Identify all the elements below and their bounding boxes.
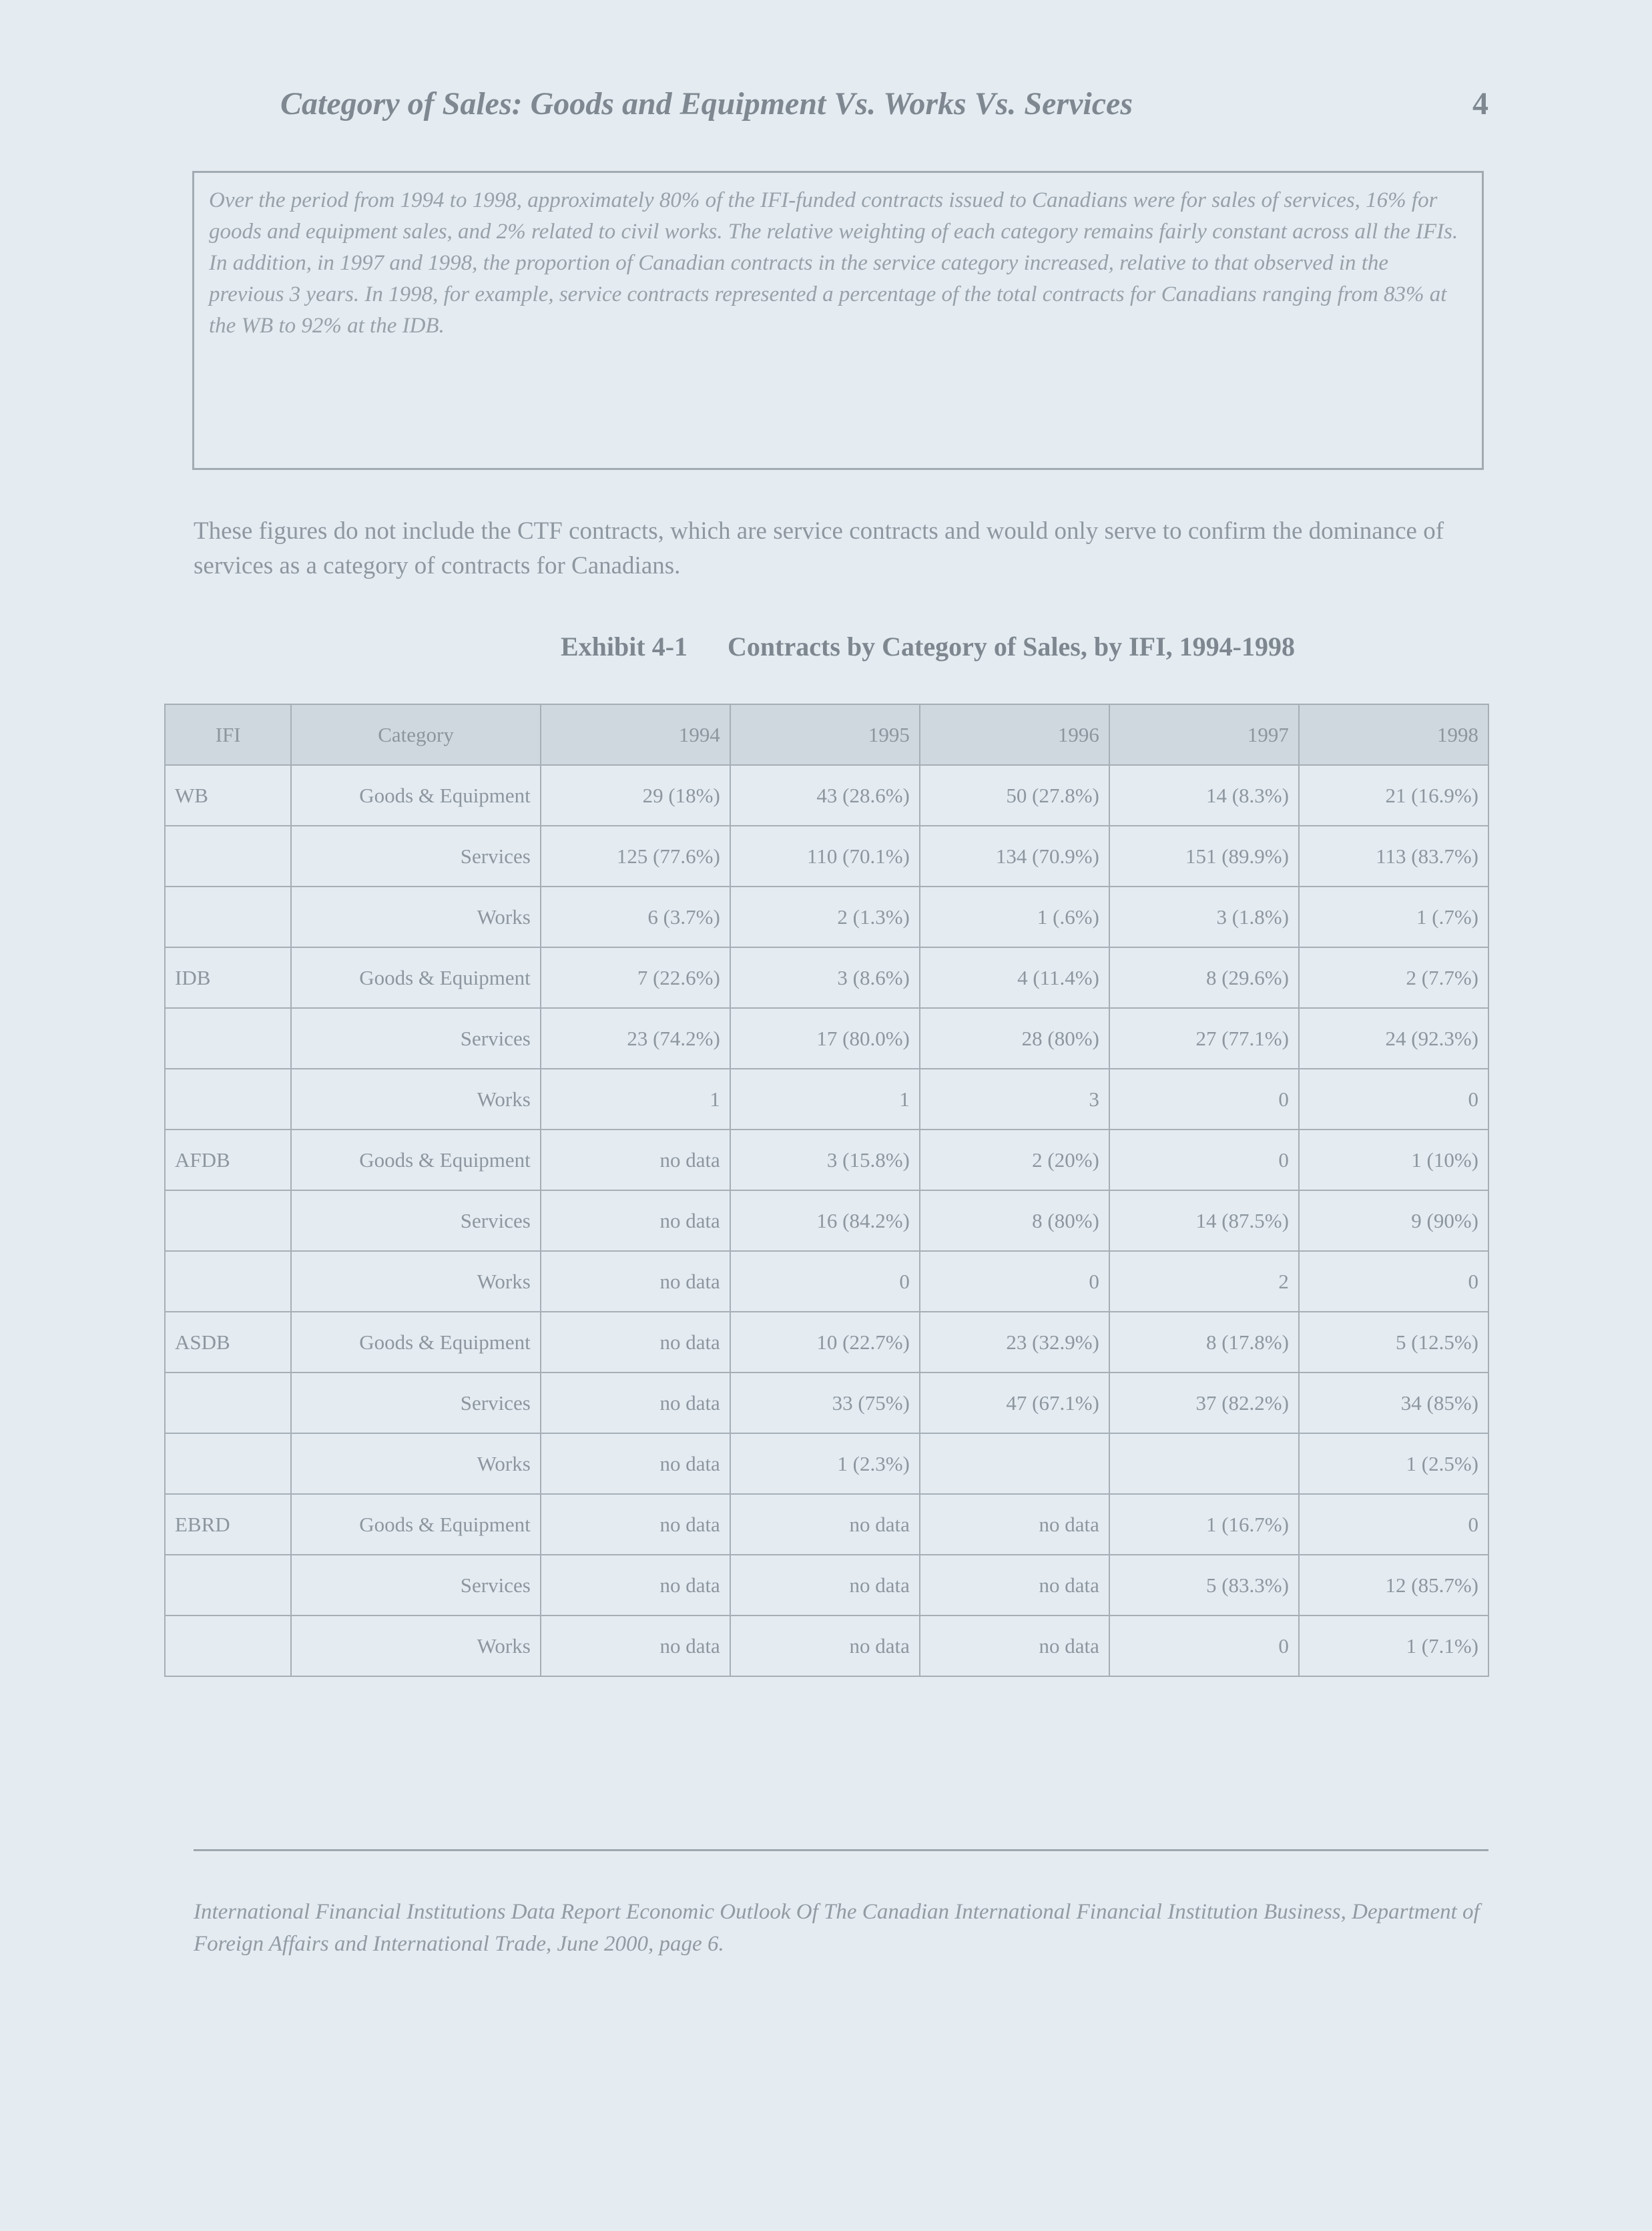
value-cell: 1 (.6%) bbox=[920, 887, 1109, 947]
value-cell: 34 (85%) bbox=[1299, 1373, 1488, 1433]
ifi-cell bbox=[165, 1069, 291, 1130]
ifi-cell bbox=[165, 887, 291, 947]
column-header: 1995 bbox=[730, 704, 920, 765]
table-row bbox=[165, 1494, 1488, 1555]
column-header: 1998 bbox=[1299, 704, 1488, 765]
value-cell bbox=[920, 1433, 1109, 1494]
value-cell: no data bbox=[541, 1130, 730, 1190]
value-cell: 7 (22.6%) bbox=[541, 947, 730, 1008]
value-cell: 0 bbox=[1109, 1069, 1299, 1130]
table-row bbox=[165, 1251, 1488, 1312]
section-heading bbox=[280, 85, 1488, 122]
value-cell: 2 (20%) bbox=[920, 1130, 1109, 1190]
value-cell: 16 (84.2%) bbox=[730, 1190, 920, 1251]
table-row bbox=[165, 765, 1488, 826]
value-cell: 43 (28.6%) bbox=[730, 765, 920, 826]
table-row bbox=[165, 1312, 1488, 1373]
value-cell: 3 (8.6%) bbox=[730, 947, 920, 1008]
value-cell: 37 (82.2%) bbox=[1109, 1373, 1299, 1433]
value-cell: 21 (16.9%) bbox=[1299, 765, 1488, 826]
value-cell: 8 (29.6%) bbox=[1109, 947, 1299, 1008]
value-cell: 1 (7.1%) bbox=[1299, 1616, 1488, 1676]
value-cell: 0 bbox=[1299, 1069, 1488, 1130]
value-cell: 3 bbox=[920, 1069, 1109, 1130]
ifi-cell bbox=[165, 1373, 291, 1433]
column-header: IFI bbox=[165, 704, 291, 765]
table-row bbox=[165, 1190, 1488, 1251]
value-cell: 10 (22.7%) bbox=[730, 1312, 920, 1373]
exhibit-label: Exhibit 4-1 bbox=[561, 632, 688, 662]
value-cell: 1 (.7%) bbox=[1299, 887, 1488, 947]
value-cell: 2 bbox=[1109, 1251, 1299, 1312]
ifi-cell bbox=[165, 1433, 291, 1494]
value-cell: no data bbox=[541, 1312, 730, 1373]
value-cell: no data bbox=[541, 1433, 730, 1494]
value-cell: 0 bbox=[730, 1251, 920, 1312]
table-body bbox=[165, 765, 1488, 1676]
value-cell: 1 (10%) bbox=[1299, 1130, 1488, 1190]
value-cell: no data bbox=[541, 1494, 730, 1555]
category-cell: Works bbox=[291, 1616, 540, 1676]
category-cell: Services bbox=[291, 1190, 540, 1251]
category-cell: Works bbox=[291, 1251, 540, 1312]
value-cell: 0 bbox=[920, 1251, 1109, 1312]
category-cell: Services bbox=[291, 826, 540, 887]
value-cell: 3 (15.8%) bbox=[730, 1130, 920, 1190]
ifi-cell: AFDB bbox=[165, 1130, 291, 1190]
value-cell: 33 (75%) bbox=[730, 1373, 920, 1433]
value-cell: 47 (67.1%) bbox=[920, 1373, 1109, 1433]
value-cell: 1 (16.7%) bbox=[1109, 1494, 1299, 1555]
summary-box: Over the period from 1994 to 1998, approximately 80% of the IFI-funded contracts issued to Canadians were for sales of services, 16% for goods and equipment sales, and 2% related to civil works. The relative weighting of each category remains fairly constant across all the IFIs. In addition, in 1997 and 1998, the proportion of Canadian contracts in the service category increased, relative to that observed in the previous 3 years. In 1998, for example, service contracts represented a percentage of the total contracts for Canadians ranging from 83% at the WB to 92% at the IDB. bbox=[192, 171, 1484, 470]
value-cell: 8 (80%) bbox=[920, 1190, 1109, 1251]
ifi-cell: WB bbox=[165, 765, 291, 826]
column-header: Category bbox=[291, 704, 540, 765]
value-cell bbox=[1109, 1433, 1299, 1494]
column-header: 1997 bbox=[1109, 704, 1299, 765]
category-cell: Goods & Equipment bbox=[291, 947, 540, 1008]
value-cell: 6 (3.7%) bbox=[541, 887, 730, 947]
value-cell: no data bbox=[541, 1555, 730, 1616]
category-cell: Services bbox=[291, 1373, 540, 1433]
value-cell: 2 (7.7%) bbox=[1299, 947, 1488, 1008]
table-row bbox=[165, 1008, 1488, 1069]
value-cell: 27 (77.1%) bbox=[1109, 1008, 1299, 1069]
value-cell: 23 (32.9%) bbox=[920, 1312, 1109, 1373]
value-cell: 113 (83.7%) bbox=[1299, 826, 1488, 887]
value-cell: no data bbox=[730, 1555, 920, 1616]
value-cell: 4 (11.4%) bbox=[920, 947, 1109, 1008]
table-row bbox=[165, 1616, 1488, 1676]
table-row bbox=[165, 887, 1488, 947]
value-cell: 50 (27.8%) bbox=[920, 765, 1109, 826]
value-cell: no data bbox=[541, 1251, 730, 1312]
value-cell: 0 bbox=[1109, 1616, 1299, 1676]
category-cell: Services bbox=[291, 1008, 540, 1069]
category-cell: Goods & Equipment bbox=[291, 765, 540, 826]
value-cell: 110 (70.1%) bbox=[730, 826, 920, 887]
column-header: 1996 bbox=[920, 704, 1109, 765]
value-cell: 8 (17.8%) bbox=[1109, 1312, 1299, 1373]
table-header-row bbox=[165, 704, 1488, 765]
note-paragraph: These figures do not include the CTF contracts, which are service contracts and would only serve to confirm the dominance of services as a category of contracts for Canadians. bbox=[194, 517, 1444, 579]
category-cell: Services bbox=[291, 1555, 540, 1616]
ifi-cell bbox=[165, 1616, 291, 1676]
value-cell: 2 (1.3%) bbox=[730, 887, 920, 947]
value-cell: 29 (18%) bbox=[541, 765, 730, 826]
value-cell: 3 (1.8%) bbox=[1109, 887, 1299, 947]
value-cell: 151 (89.9%) bbox=[1109, 826, 1299, 887]
value-cell: no data bbox=[541, 1616, 730, 1676]
value-cell: 12 (85.7%) bbox=[1299, 1555, 1488, 1616]
value-cell: 14 (87.5%) bbox=[1109, 1190, 1299, 1251]
category-cell: Works bbox=[291, 1433, 540, 1494]
ifi-cell: IDB bbox=[165, 947, 291, 1008]
value-cell: 1 bbox=[541, 1069, 730, 1130]
exhibit-caption bbox=[561, 631, 1495, 662]
value-cell: 23 (74.2%) bbox=[541, 1008, 730, 1069]
value-cell: no data bbox=[730, 1616, 920, 1676]
value-cell: no data bbox=[920, 1555, 1109, 1616]
value-cell: 9 (90%) bbox=[1299, 1190, 1488, 1251]
value-cell: 24 (92.3%) bbox=[1299, 1008, 1488, 1069]
value-cell: 0 bbox=[1109, 1130, 1299, 1190]
section-number: 4 bbox=[1472, 86, 1488, 121]
category-cell: Goods & Equipment bbox=[291, 1130, 540, 1190]
table-row bbox=[165, 1069, 1488, 1130]
table-row bbox=[165, 1433, 1488, 1494]
ifi-cell bbox=[165, 826, 291, 887]
ifi-cell: ASDB bbox=[165, 1312, 291, 1373]
value-cell: 17 (80.0%) bbox=[730, 1008, 920, 1069]
value-cell: 1 (2.5%) bbox=[1299, 1433, 1488, 1494]
section-title: Category of Sales: Goods and Equipment Vs. Works Vs. Services bbox=[280, 86, 1133, 121]
value-cell: no data bbox=[541, 1190, 730, 1251]
column-header: 1994 bbox=[541, 704, 730, 765]
category-cell: Goods & Equipment bbox=[291, 1312, 540, 1373]
value-cell: no data bbox=[541, 1373, 730, 1433]
value-cell: 125 (77.6%) bbox=[541, 826, 730, 887]
exhibit-title: Contracts by Category of Sales, by IFI, 1994-1998 bbox=[728, 632, 1295, 662]
value-cell: 134 (70.9%) bbox=[920, 826, 1109, 887]
footnote: International Financial Institutions Data Report Economic Outlook Of The Canadian International Financial Institution Business, Department of Foreign Affairs and International Trade, June 2000, page 6. bbox=[194, 1900, 1480, 1956]
category-cell: Works bbox=[291, 1069, 540, 1130]
table-row bbox=[165, 947, 1488, 1008]
ifi-cell bbox=[165, 1008, 291, 1069]
table-row bbox=[165, 1373, 1488, 1433]
category-cell: Works bbox=[291, 887, 540, 947]
table-row bbox=[165, 1130, 1488, 1190]
value-cell: 14 (8.3%) bbox=[1109, 765, 1299, 826]
ifi-cell bbox=[165, 1190, 291, 1251]
ifi-cell bbox=[165, 1251, 291, 1312]
value-cell: 5 (83.3%) bbox=[1109, 1555, 1299, 1616]
value-cell: 1 (2.3%) bbox=[730, 1433, 920, 1494]
value-cell: no data bbox=[920, 1494, 1109, 1555]
value-cell: 0 bbox=[1299, 1251, 1488, 1312]
value-cell: 28 (80%) bbox=[920, 1008, 1109, 1069]
table-row bbox=[165, 1555, 1488, 1616]
contracts-table bbox=[164, 704, 1489, 1677]
footnote-divider bbox=[194, 1849, 1488, 1851]
value-cell: 5 (12.5%) bbox=[1299, 1312, 1488, 1373]
value-cell: 0 bbox=[1299, 1494, 1488, 1555]
table-row bbox=[165, 826, 1488, 887]
category-cell: Goods & Equipment bbox=[291, 1494, 540, 1555]
value-cell: no data bbox=[920, 1616, 1109, 1676]
value-cell: no data bbox=[730, 1494, 920, 1555]
ifi-cell bbox=[165, 1555, 291, 1616]
value-cell: 1 bbox=[730, 1069, 920, 1130]
ifi-cell: EBRD bbox=[165, 1494, 291, 1555]
